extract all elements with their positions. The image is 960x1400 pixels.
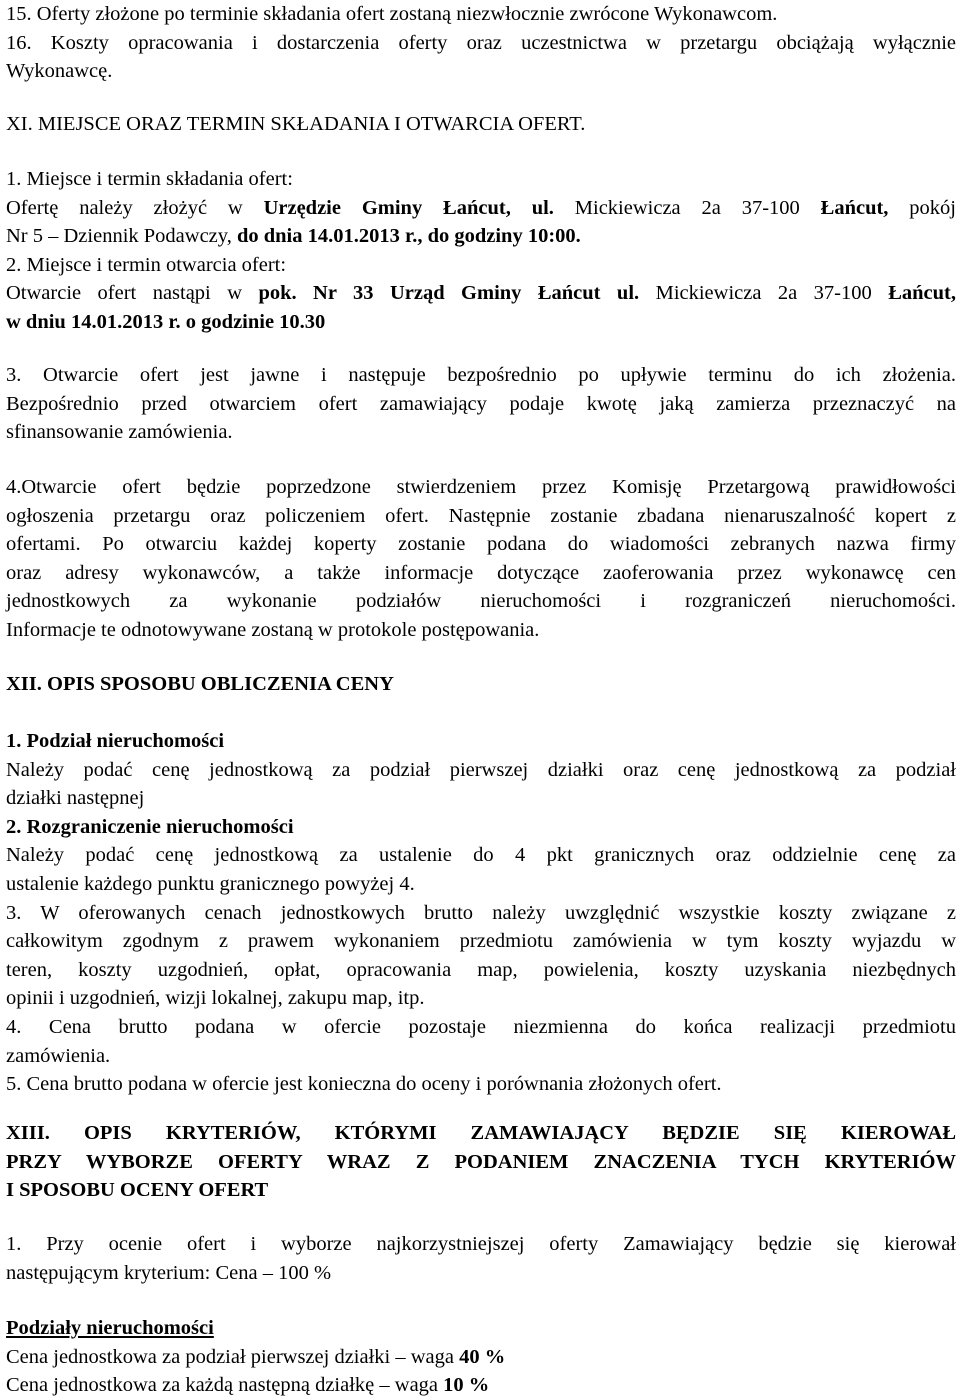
xi-p4-line1: 4.Otwarcie ofert będzie poprzedzone stwierdzeniem przez Komisję Przetargową prawidłowości [6,476,956,498]
section-xi-heading: XI. MIEJSCE ORAZ TERMIN SKŁADANIA I OTWARCIA OFERT. [6,113,586,135]
xiii-weights [6,1314,956,1400]
section-x-tail [6,0,956,86]
xi-p3-line2: Bezpośrednio przed otwarciem ofert zamawiający podaje kwotę jaką zamierza przeznaczyć na [6,392,956,415]
xii-s3-line3: teren, koszty uzgodnień, opłat, opracowania map, powielenia, koszty uzyskania niezbędnych [6,958,956,981]
xi-p4-line3: ofertami. Po otwarciu każdej koperty zostanie podana do wiadomości zebranych nazwa firmy [6,533,956,556]
xi-p4-line2: ogłoszenia przetargu oraz policzeniem ofert. Następnie zostanie zbadana nienaruszalność kopert z [6,504,956,527]
xii-s4-line1: 4. Cena brutto podana w ofercie pozostaje niezmienna do końca realizacji przedmiotu [6,1015,956,1038]
xii-s2-title: 2. Rozgraniczenie nieruchomości [6,815,294,838]
section-xi [6,110,956,139]
section-xiii [6,1119,956,1205]
xii-s1-title: 1. Podział nieruchomości [6,730,225,752]
xi-point-3 [6,361,956,447]
xi-p4-line4: oraz adresy wykonawców, a także informacje dotyczące zaoferowania przez wykonawcę cen [6,561,956,584]
xi-p1-line1: Ofertę należy złożyć w Urzędzie Gminy Łańcut, ul. Mickiewicza 2a 37-100 Łańcut, pokój [6,196,956,219]
xi-p1-line2: Nr 5 – Dziennik Podawczy, do dnia 14.01.2013 r., do godziny 10:00. [6,225,581,248]
xii-s4-line2: zamówienia. [6,1044,111,1067]
section-xii [6,670,956,699]
xi-p2-line1: Otwarcie ofert nastąpi w pok. Nr 33 Urząd Gminy Łańcut ul. Mickiewicza 2a 37-100 Łańcut, [6,282,956,305]
xi-p2-line2: w dniu 14.01.2013 r. o godzinie 10.30 [6,310,326,333]
xiii-c1-line1: 1. Przy ocenie ofert i wyborze najkorzystniejszej oferty Zamawiający będzie się kierował [6,1233,956,1255]
xii-s3-line2: całkowitym zgodnym z prawem wykonaniem przedmiotu zamówienia w tym koszty wyjazdu w [6,930,956,953]
xii-s3-line1: 3. W oferowanych cenach jednostkowych brutto należy uwzględnić wszystkie koszty związane z [6,901,956,924]
xi-p3-line3: sfinansowanie zamówienia. [6,421,233,444]
xiii-criterion [6,1230,956,1287]
xii-points [6,727,956,1099]
xii-s2-line1: Należy podać cenę jednostkową za ustalenie do 4 pkt granicznych oraz oddzielnie cenę za [6,844,956,867]
section-xii-heading: XII. OPIS SPOSOBU OBLICZENIA CENY [6,673,394,695]
xii-s3-line4: opinii i uzgodnień, wizji lokalnej, zakupu map, itp. [6,987,425,1010]
xi-p1-title: 1. Miejsce i termin składania ofert: [6,168,293,190]
section-xiii-heading-line2: PRZY WYBORZE OFERTY WRAZ Z PODANIEM ZNACZENIA TYCH KRYTERIÓW [6,1150,956,1173]
item-16-line2: Wykonawcę. [6,60,113,83]
xiii-c1-line2: następującym kryterium: Cena – 100 % [6,1261,332,1284]
xii-s2-line2: ustalenie każdego punktu granicznego powyżej 4. [6,872,415,895]
item-15: 15. Oferty złożone po terminie składania ofert zostaną niezwłocznie zwrócone Wykonawcom. [6,3,778,25]
xii-s1-line1: Należy podać cenę jednostkową za podział pierwszej działki oraz cenę jednostkową za podział [6,758,956,781]
xiii-weight-2: Cena jednostkowa za każdą następną działkę – waga 10 % [6,1374,490,1397]
section-xiii-heading-line1: XIII. OPIS KRYTERIÓW, KTÓRYMI ZAMAWIAJĄCY BĘDZIE SIĘ KIEROWAŁ [6,1122,956,1144]
xi-p4-line6: Informacje te odnotowywane zostaną w protokole postępowania. [6,618,540,641]
xi-p2-title: 2. Miejsce i termin otwarcia ofert: [6,253,287,276]
item-16-line1: 16. Koszty opracowania i dostarczenia oferty oraz uczestnictwa w przetargu obciążają wyłącznie [6,31,956,54]
xi-p4-line5: jednostkowych za wykonanie podziałów nieruchomości i rozgraniczeń nieruchomości. [6,590,956,613]
xi-p3-line1: 3. Otwarcie ofert jest jawne i następuje bezpośrednio po upływie terminu do ich złożenia. [6,364,956,386]
xii-s5-line1: 5. Cena brutto podana w ofercie jest konieczna do oceny i porównania złożonych ofert. [6,1073,722,1096]
xii-s1-line2: działki następnej [6,787,145,810]
xi-point-4 [6,473,956,645]
xiii-weight-1: Cena jednostkowa za podział pierwszej działki – waga 40 % [6,1345,506,1368]
xi-point-1 [6,165,956,337]
xiii-subtitle: Podziały nieruchomości [6,1317,214,1339]
section-xiii-heading-line3: I SPOSOBU OCENY OFERT [6,1179,269,1202]
